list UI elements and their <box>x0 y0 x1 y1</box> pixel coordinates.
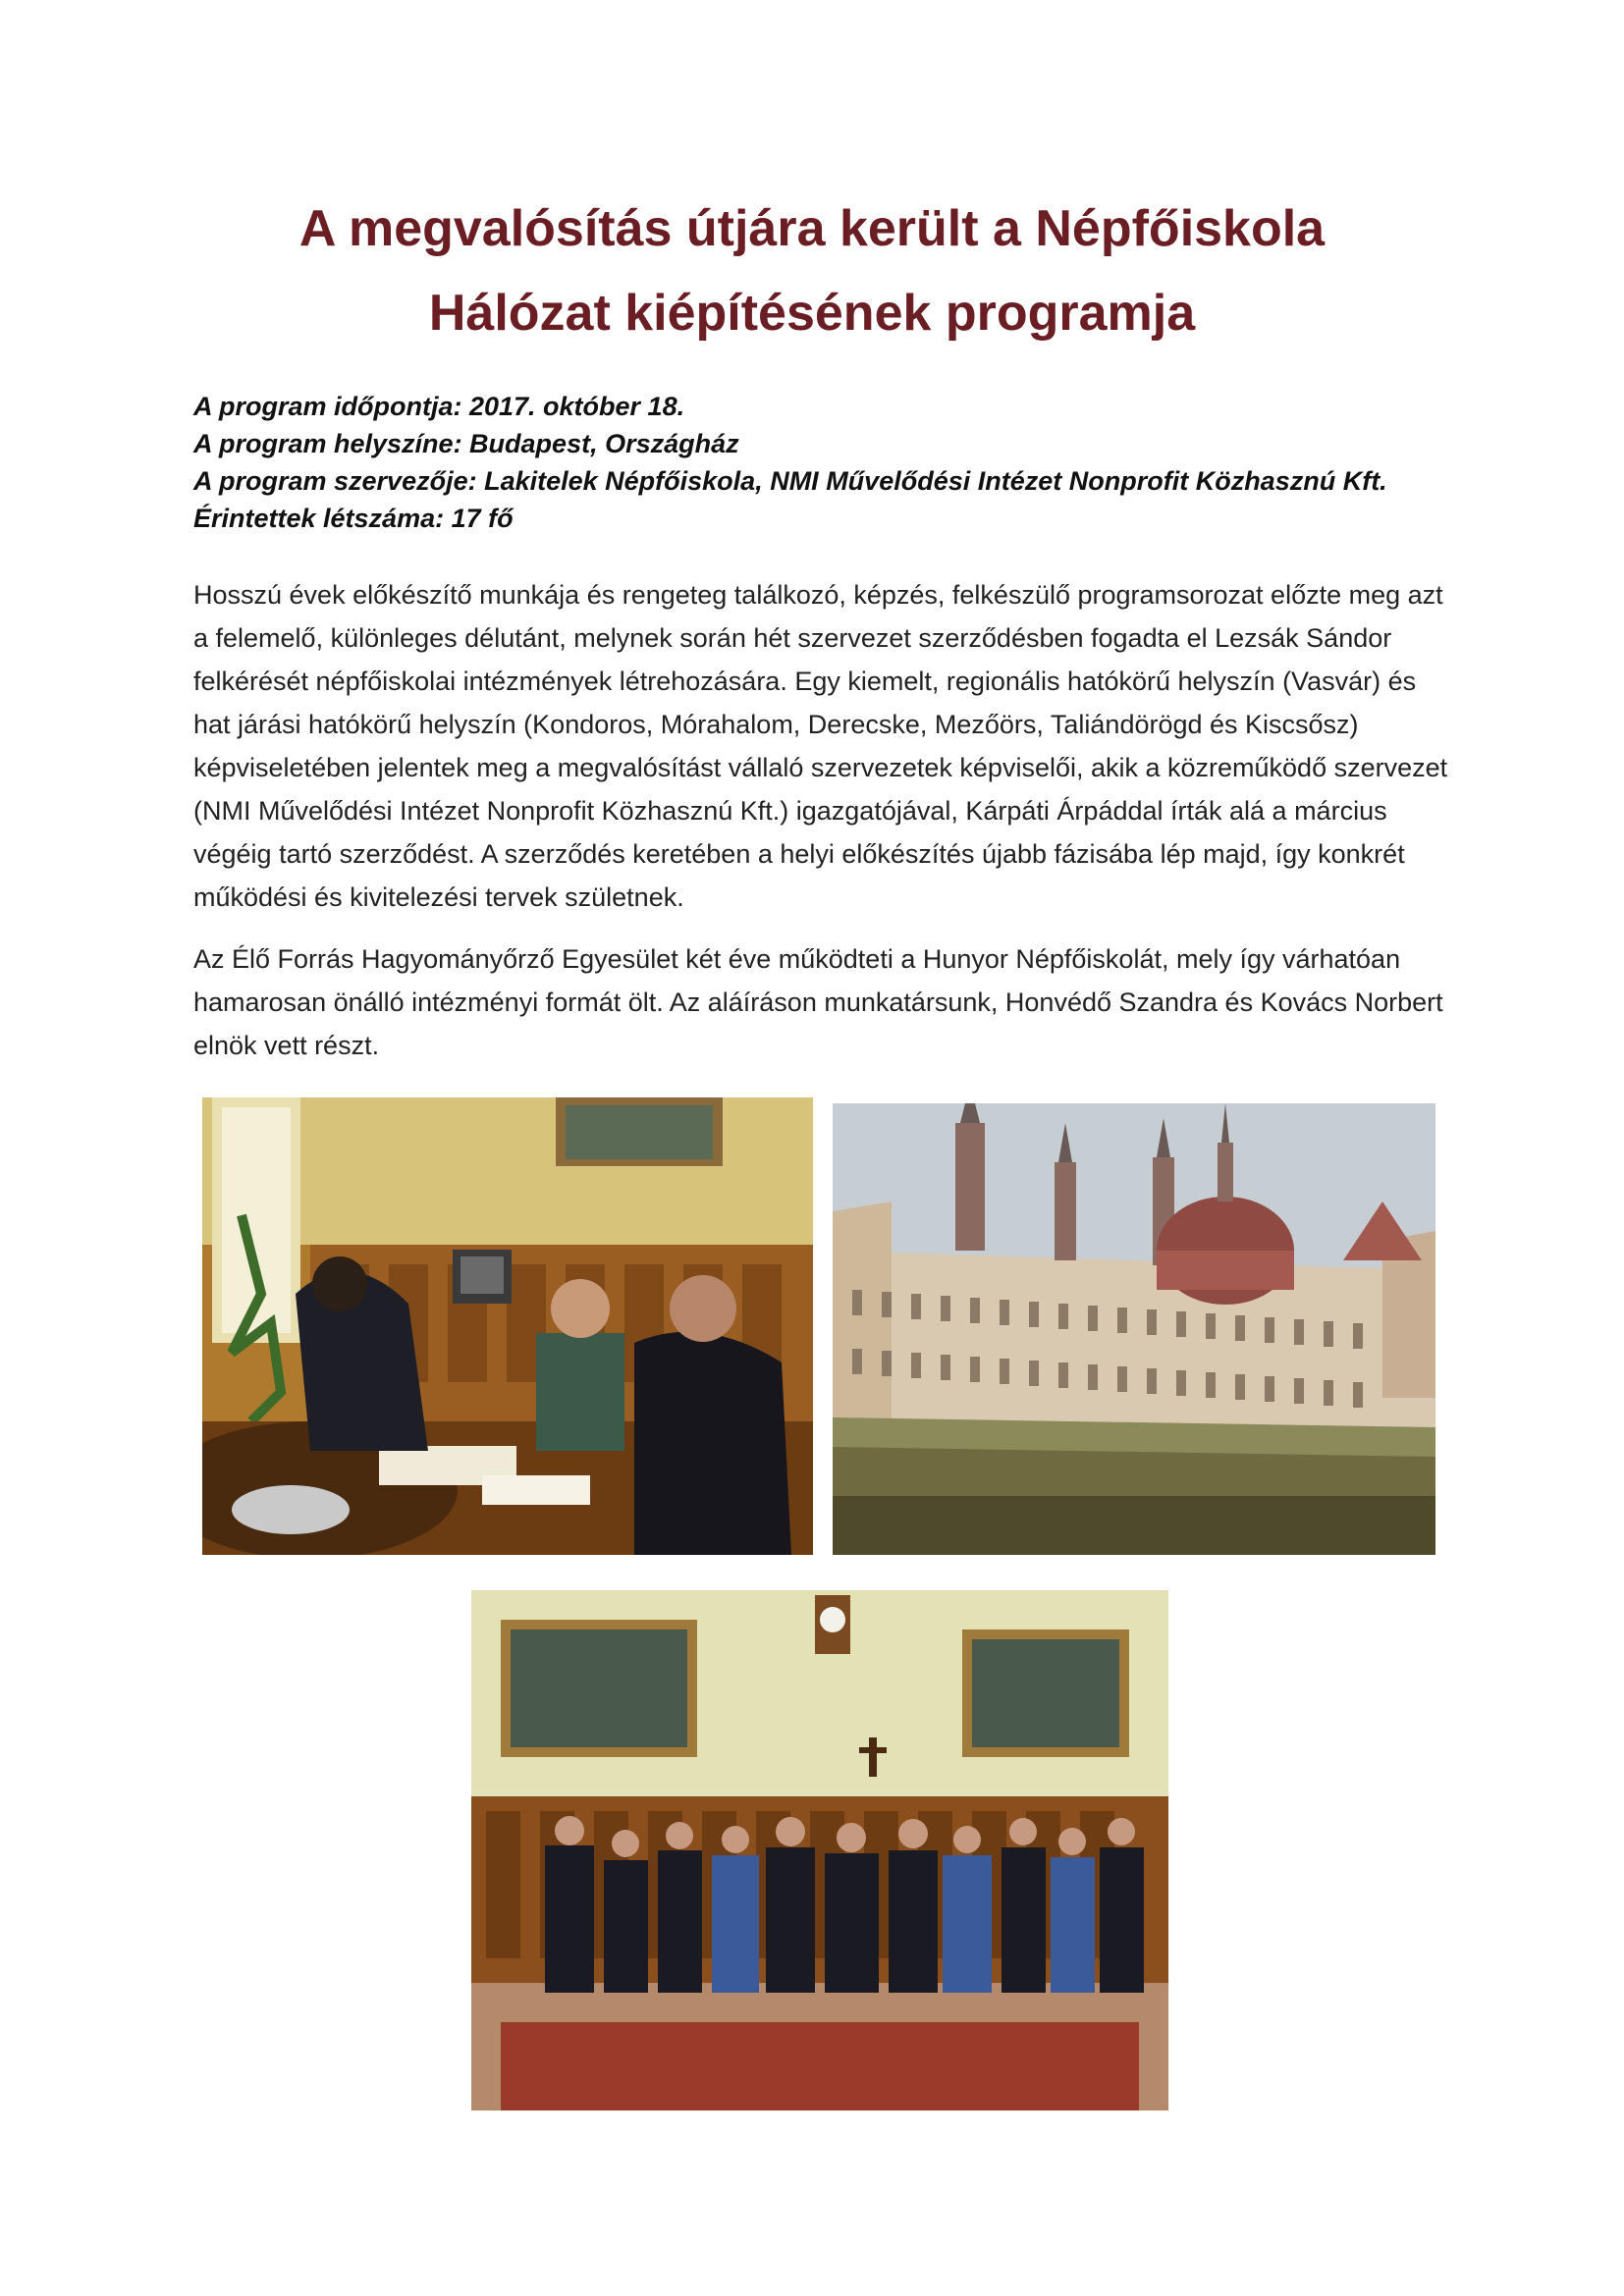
signing-photo <box>202 1097 813 1555</box>
program-organizer: A program szervezője: Lakitelek Népfőiskola, NMI Művelődési Intézet Nonprofit Közhasznú Kft. <box>193 466 1387 496</box>
program-date: A program időpontja: 2017. október 18. <box>193 392 685 421</box>
group-photo-image <box>471 1590 1168 2110</box>
program-details <box>193 388 1470 537</box>
parliament-photo <box>833 1103 1435 1555</box>
parliament-photo-image <box>833 1103 1435 1555</box>
body-paragraph-1: Hosszú évek előkészítő munkája és rengeteg találkozó, képzés, felkészülő programsorozat előzte meg azt a felemelő, különleges délutánt, melynek során hét szervezet szerződésben fogadta el Lezsák Sándor felkérését népfőiskolai intézmények létrehozására. Egy kiemelt, regionális hatókörű helyszín (Vasvár) és hat járási hatókörű helyszín (Kondoros, Mórahalom, Derecske, Mezőörs, Taliándörögd és Kiscsősz) képviseletében jelentek meg a megvalósítást vállaló szervezetek képviselői, akik a közreműködő szervezet (NMI Művelődési Intézet Nonprofit Közhasznú Kft.) igazgatójával, Kárpáti Árpáddal írták alá a március végéig tartó szerződést. A szerződés keretében a helyi előkészítés újabb fázisába lép majd, így konkrét működési és kivitelezési tervek születnek. <box>193 580 1448 912</box>
page-title-line-2: Hálózat kiépítésének programja <box>428 285 1196 342</box>
body-paragraph-2: Az Élő Forrás Hagyományőrző Egyesület két éve működteti a Hunyor Népfőiskolát, mely így várhatóan hamarosan önálló intézményi formát ölt. Az aláíráson munkatársunk, Honvédő Szandra és Kovács Norbert elnök vett részt. <box>193 944 1443 1060</box>
page-title-line-1: A megvalósítás útjára került a Népfőiskola <box>298 200 1326 257</box>
participant-count: Érintettek létszáma: 17 fő <box>193 504 514 533</box>
page-title <box>147 187 1477 355</box>
program-venue: A program helyszíne: Budapest, Országház <box>193 429 739 458</box>
group-photo <box>471 1590 1168 2110</box>
signing-photo-image <box>202 1097 813 1555</box>
